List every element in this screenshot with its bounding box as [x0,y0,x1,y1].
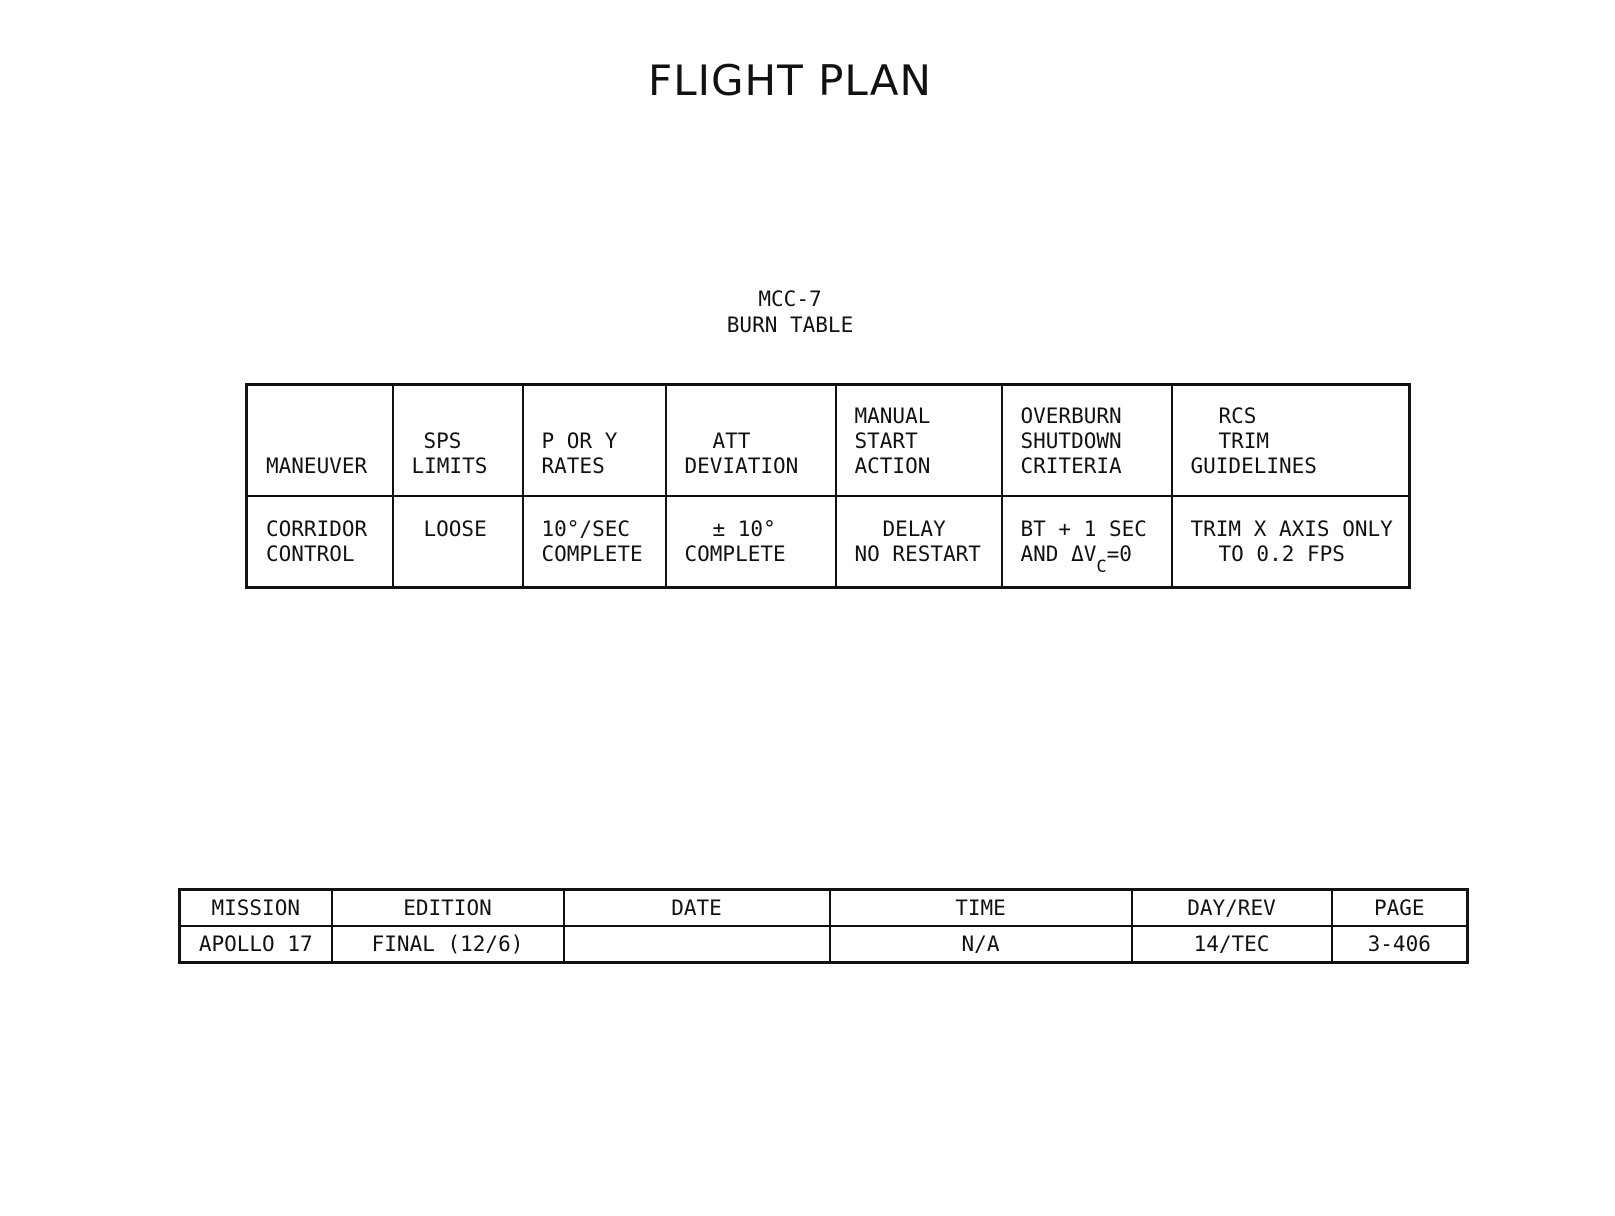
footer-header-page: PAGE [1332,890,1468,927]
burn-table-row [247,496,1410,588]
cell-manual-start-action: DELAY NO RESTART [836,496,1002,588]
footer-page: 3-406 [1332,926,1468,963]
footer-date [564,926,830,963]
header-sps-limits: SPS LIMITS [393,385,523,496]
cell-overburn-criteria: BT + 1 SEC AND $\Delta V_C=0$ [1002,496,1172,588]
burn-table [245,383,1411,589]
header-manual-start-action: MANUAL START ACTION [836,385,1002,496]
footer-table [178,888,1469,964]
footer-mission: APOLLO 17 [180,926,332,963]
footer-header-day-rev: DAY/REV [1132,890,1332,927]
footer-edition: FINAL (12/6) [332,926,564,963]
header-att-deviation: ATT DEVIATION [666,385,836,496]
cell-sps-limits: LOOSE [393,496,523,588]
footer-header-time: TIME [830,890,1132,927]
cell-rcs-trim: TRIM X AXIS ONLY TO 0.2 FPS [1172,496,1410,588]
cell-rates: 10°/SEC COMPLETE [523,496,666,588]
cell-att-deviation: ± 10° COMPLETE [666,496,836,588]
page-title: FLIGHT PLAN [648,56,932,105]
footer-header-date: DATE [564,890,830,927]
cell-maneuver: CORRIDOR CONTROL [247,496,393,588]
footer-header-row [180,890,1468,927]
header-overburn-shutdown-criteria: OVERBURN SHUTDOWN CRITERIA [1002,385,1172,496]
footer-header-edition: EDITION [332,890,564,927]
header-p-or-y-rates: P OR Y RATES [523,385,666,496]
footer-header-mission: MISSION [180,890,332,927]
header-rcs-trim-guidelines: RCS TRIM GUIDELINES [1172,385,1410,496]
header-maneuver: MANEUVER [247,385,393,496]
delta-vc-expression: AND $\Delta V_C=0$ [1020,541,1132,577]
table-subtitle-mcc: MCC-7 [758,287,822,311]
table-subtitle-burn: BURN TABLE [726,313,854,337]
footer-time: N/A [830,926,1132,963]
footer-value-row [180,926,1468,963]
burn-table-header-row [247,385,1410,496]
subscript-c: C [1096,556,1107,577]
footer-day-rev: 14/TEC [1132,926,1332,963]
